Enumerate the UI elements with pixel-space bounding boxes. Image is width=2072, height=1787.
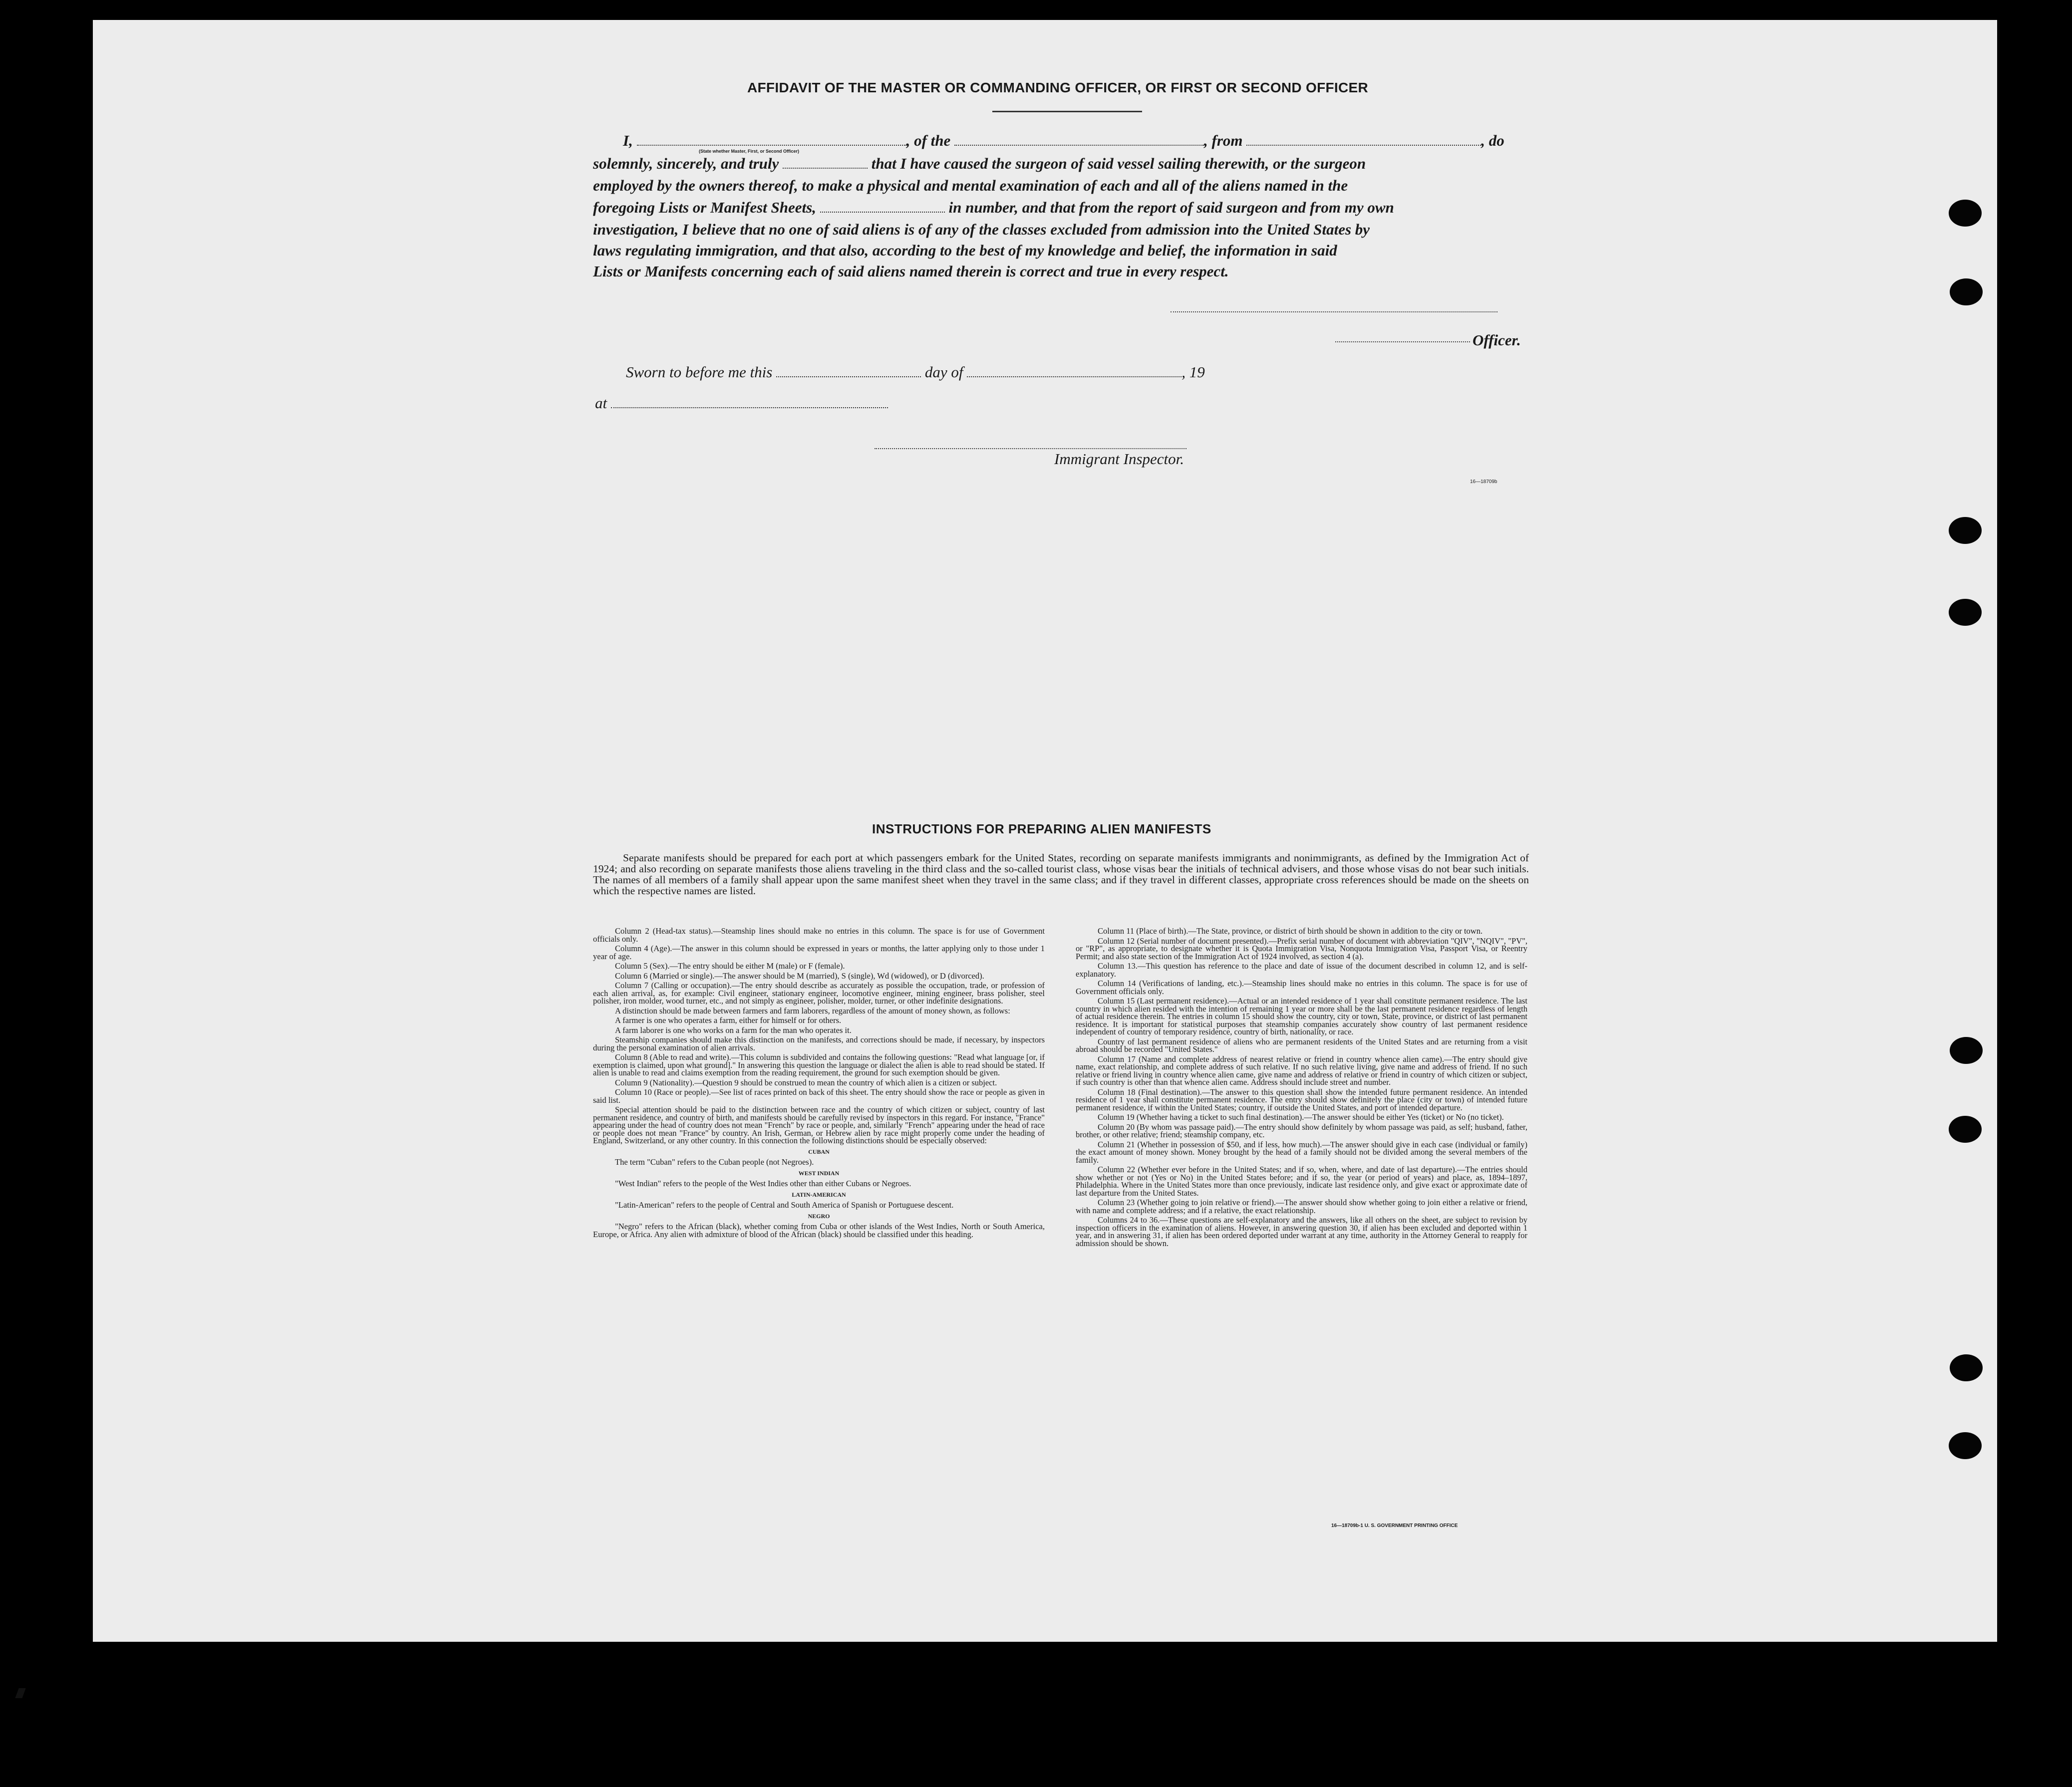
column-2-note: Column 2 (Head-tax status).—Steamship lines should make no entries in this column. The space is for use of Government officials only. xyxy=(593,926,1045,944)
oath-blank[interactable] xyxy=(783,158,868,169)
port-blank[interactable] xyxy=(1246,135,1481,146)
steamship-note: Steamship companies should make this distinction on the manifests, and corrections should be made, if necessary, by inspectors during the personal examination of alien arrivals. xyxy=(593,1035,1045,1052)
punch-hole xyxy=(1950,1354,1983,1381)
column-19-note: Column 19 (Whether having a ticket to such final destination).—The answer should be either Yes (ticket) or No (no ticket). xyxy=(1098,1112,1504,1122)
officer-signature-line[interactable] xyxy=(1171,311,1497,312)
sheet-count-blank[interactable] xyxy=(820,202,945,213)
punch-hole xyxy=(1949,517,1982,544)
instructions-left-column xyxy=(593,927,1045,1240)
affidavit-line-6: laws regulating immigration, and that also, according to the best of my knowledge and belief, the information in said xyxy=(593,242,1337,259)
column-9-note: Column 9 (Nationality).—Question 9 should be construed to mean the country of which alien is a citizen or subject. xyxy=(615,1077,997,1087)
punch-hole xyxy=(1950,1037,1983,1064)
column-10-note: Column 10 (Race or people).—See list of races printed on back of this sheet. The entry should show the race or people as given in said list. xyxy=(593,1087,1045,1105)
column-23-note: Column 23 (Whether going to join relative or friend).—The answer should show whether going to join either a relative or friend, with name and complete address; and if a relative, the exact relationship. xyxy=(1076,1198,1527,1215)
column-14-note: Column 14 (Verifications of landing, etc.).—Steamship lines should make no entries in this column. The space is for use of Government officials only. xyxy=(1076,979,1527,996)
country-residence-note: Country of last permanent residence of aliens who are permanent residents of the United States and are returning from a visit abroad should be recorded "United States." xyxy=(1076,1036,1527,1054)
west-indian-note: "West Indian" refers to the people of the West Indies other than either Cubans or Negroes. xyxy=(615,1179,911,1188)
column-17-note: Column 17 (Name and complete address of nearest relative or friend in country whence alien came).—The entry should give name, exact relationship, and complete address of such relative. If no such relative living, give name and address of friend. If no such relative or friend living in country whence alien came, give name and address of relative or friend in country of which citizen or subject, if such country is other than that whence alien came. Address should include street and number. xyxy=(1076,1054,1527,1087)
negro-note: "Negro" refers to the African (black), whether coming from Cuba or other islands of the West Indies, North or South America, Europe, or Africa. Any alien with admixture of blood of the African (black) should be classified under this heading. xyxy=(593,1222,1045,1239)
affidavit-line-2: solemnly, sincerely, and truly that I have caused the surgeon of said vessel sailing therewith, or the surgeon xyxy=(593,155,1366,172)
state-note: (State whether Master, First, or Second Officer) xyxy=(699,149,800,154)
column-7-note: Column 7 (Calling or occupation).—The entry should describe as accurately as possible the occupation, trade, or profession of each alien arrival, as, for example: Civil engineer, stationary engineer, locomotive engineer, mining engineer, brass polisher, steel polisher, iron molder, wood turner, etc., and not simply as engineer, polisher, molder, turner, or other indefinite designations. xyxy=(593,981,1045,1006)
column-6-note: Column 6 (Married or single).—The answer should be M (married), S (single), Wd (widowed), or D (divorced). xyxy=(615,971,984,981)
affidavit-line-7: Lists or Manifests concerning each of said aliens named therein is correct and true in every respect. xyxy=(593,262,1229,280)
instructions-right-column xyxy=(1076,927,1527,1249)
cuban-note: The term "Cuban" refers to the Cuban people (not Negroes). xyxy=(615,1157,814,1167)
sworn-line: Sworn to before me this day of , 19 xyxy=(626,363,1205,381)
farm-laborer-note: A farm laborer is one who works on a farm for the man who operates it. xyxy=(615,1025,852,1035)
affidavit-title: AFFIDAVIT OF THE MASTER OR COMMANDING OFFICER, OR FIRST OR SECOND OFFICER xyxy=(747,80,1369,95)
officer-label: Officer. xyxy=(1473,331,1521,349)
affidavit-line-5: investigation, I believe that no one of said aliens is of any of the classes excluded from admission into the United States by xyxy=(593,221,1370,238)
officer-rank-blank[interactable] xyxy=(637,135,906,146)
affidavit-line-1: I, , of the , from , do xyxy=(623,132,1504,149)
place-blank[interactable] xyxy=(611,397,888,408)
inspector-label: Immigrant Inspector. xyxy=(1054,450,1184,468)
west-indian-heading: WEST INDIAN xyxy=(798,1169,840,1177)
latin-american-heading: LATIN-AMERICAN xyxy=(792,1191,846,1198)
title-rule xyxy=(992,111,1142,112)
affidavit-line-4: foregoing Lists or Manifest Sheets, in number, and that from the report of said surgeon and from my own xyxy=(593,199,1394,216)
distinction-note: A distinction should be made between farmers and farm laborers, regardless of the amount of money shown, as follows: xyxy=(615,1006,1010,1016)
punch-hole xyxy=(1949,200,1982,227)
month-blank[interactable] xyxy=(967,366,1182,377)
vessel-name-blank[interactable] xyxy=(954,135,1204,146)
columns-24-36-note: Columns 24 to 36.—These questions are self-explanatory and the answers, like all others on the sheet, are subject to revision by inspection officers in the examination of aliens. However, in answering question 30, if alien has been excluded and deported within 1 year, and in answering 31, if alien has been ordered deported under warrant at any time, authority in the Attorney General to reapply for admission should be shown. xyxy=(1076,1215,1527,1248)
column-11-note: Column 11 (Place of birth).—The State, province, or district of birth should be shown in addition to the city or town. xyxy=(1098,926,1483,936)
column-21-note: Column 21 (Whether in possession of $50, and if less, how much).—The answer should give in each case (individual or family) the exact amount of money shown. Money brought by the head of a family should not be divided among the several members of the family. xyxy=(1076,1139,1527,1165)
farmer-note: A farmer is one who operates a farm, either for himself or for others. xyxy=(615,1016,842,1025)
column-4-note: Column 4 (Age).—The answer in this column should be expressed in years or months, the latter applying only to those under 1 year of age. xyxy=(593,944,1045,961)
punch-hole xyxy=(1949,599,1982,626)
column-20-note: Column 20 (By whom was passage paid).—The entry should show definitely by whom passage was paid, as self; husband, father, brother, or other relative; friend; steamship company, etc. xyxy=(1076,1122,1527,1139)
column-12-note: Column 12 (Serial number of document presented).—Prefix serial number of document with abbreviation "QIV", "NQIV", "PV", or "RP", as appropriate, to designate whether it is Quota Immigration Visa, Nonquota Immigration Visa, Passport Visa, or Reentry Permit; and also state section of the Immigration Act of 1924 involved, as section 4 (a). xyxy=(1076,936,1527,961)
form-number: 16—18709b xyxy=(1470,479,1497,485)
punch-hole xyxy=(1950,278,1983,305)
instructions-intro: Separate manifests should be prepared for each port at which passengers embark for the United States, recording on separate manifests immigrants and nonimmigrants, as defined by the Immigration Act of 1924; and also recording on separate manifests those aliens traveling in the third class and the so-called tourist class, whose visas bear the initials of technical advisers, and those whose visas do not bear such initials. The names of all members of a family shall appear upon the same manifest sheet when they travel in the same class; and if they travel in different classes, appropriate cross references should be made on the sheets on which the respective names are listed. xyxy=(593,852,1529,897)
scan-mark xyxy=(15,1688,25,1698)
special-attention-note: Special attention should be paid to the distinction between race and the country of which citizen or subject, country of last permanent residence, and country of birth, and manifests should be carefully revised by inspectors in this regard. For instance, "France" appearing under the head of country does not mean "French" by race or people, and, similarly "French" appearing under the head of race or people does not mean "France" by country. An Irish, German, or Hebrew alien by race might properly come under the heading of England, Switzerland, or any other country. In this connection the following distinctions should be especially observed: xyxy=(593,1105,1045,1145)
column-18-note: Column 18 (Final destination).—The answer to this question shall show the intended future permanent residence. An intended residence of 1 year shall constitute permanent residence. The entry should show definitely the place (city or town) of intended future permanent residence, if within the United States; country, if outside the United States, and port of intended departure. xyxy=(1076,1087,1527,1112)
negro-heading: NEGRO xyxy=(808,1212,830,1220)
punch-hole xyxy=(1949,1116,1982,1143)
affidavit-line-3: employed by the owners thereof, to make a physical and mental examination of each and all of the aliens named in the xyxy=(593,177,1348,194)
day-blank[interactable] xyxy=(776,366,921,377)
printing-office-footer: 16—18709b-1 U. S. GOVERNMENT PRINTING OFFICE xyxy=(1331,1523,1458,1529)
column-22-note: Column 22 (Whether ever before in the United States; and if so, when, where, and date of last departure).—The entries should show whether or not (Yes or No) in the United States before; and if so, the year (or period of years) and place, as, 1894–1897, Philadelphia. Where in the United States more than once previously, indicate last residence only, and give exact or approximate date of last departure from the United States. xyxy=(1076,1165,1527,1198)
at-line: at xyxy=(595,394,888,412)
column-15-note: Column 15 (Last permanent residence).—Actual or an intended residence of 1 year shall constitute permanent residence. The last country in which alien resided with the intention of remaining 1 year or more shall be the last permanent residence regardless of length of actual residence therein. The entries in column 15 should show the country, city or town, State, province, or district of last permanent residence. It is important for statistical purposes that steamship companies accurately show country of last permanent residence independent of country of temporary residence, country of birth, nationality, or race. xyxy=(1076,996,1527,1036)
inspector-signature-line[interactable] xyxy=(875,448,1186,449)
officer-signature-line-2[interactable] xyxy=(1335,341,1470,342)
latin-american-note: "Latin-American" refers to the people of Central and South America of Spanish or Portuguese descent. xyxy=(615,1200,954,1210)
punch-hole xyxy=(1949,1432,1982,1459)
cuban-heading: CUBAN xyxy=(808,1148,830,1155)
column-5-note: Column 5 (Sex).—The entry should be either M (male) or F (female). xyxy=(615,961,845,971)
instructions-title: INSTRUCTIONS FOR PREPARING ALIEN MANIFESTS xyxy=(872,821,1211,836)
column-8-note: Column 8 (Able to read and write).—This column is subdivided and contains the following questions: "Read what language [or, if exemption is claimed, upon what ground]." In answering this question the language or dialect the alien is able to read should be stated. If alien is unable to read and claims exemption from the reading requirement, the ground for such exemption should be given. xyxy=(593,1052,1045,1077)
column-13-note: Column 13.—This question has reference to the place and date of issue of the document described in column 12, and is self-explanatory. xyxy=(1076,961,1527,979)
